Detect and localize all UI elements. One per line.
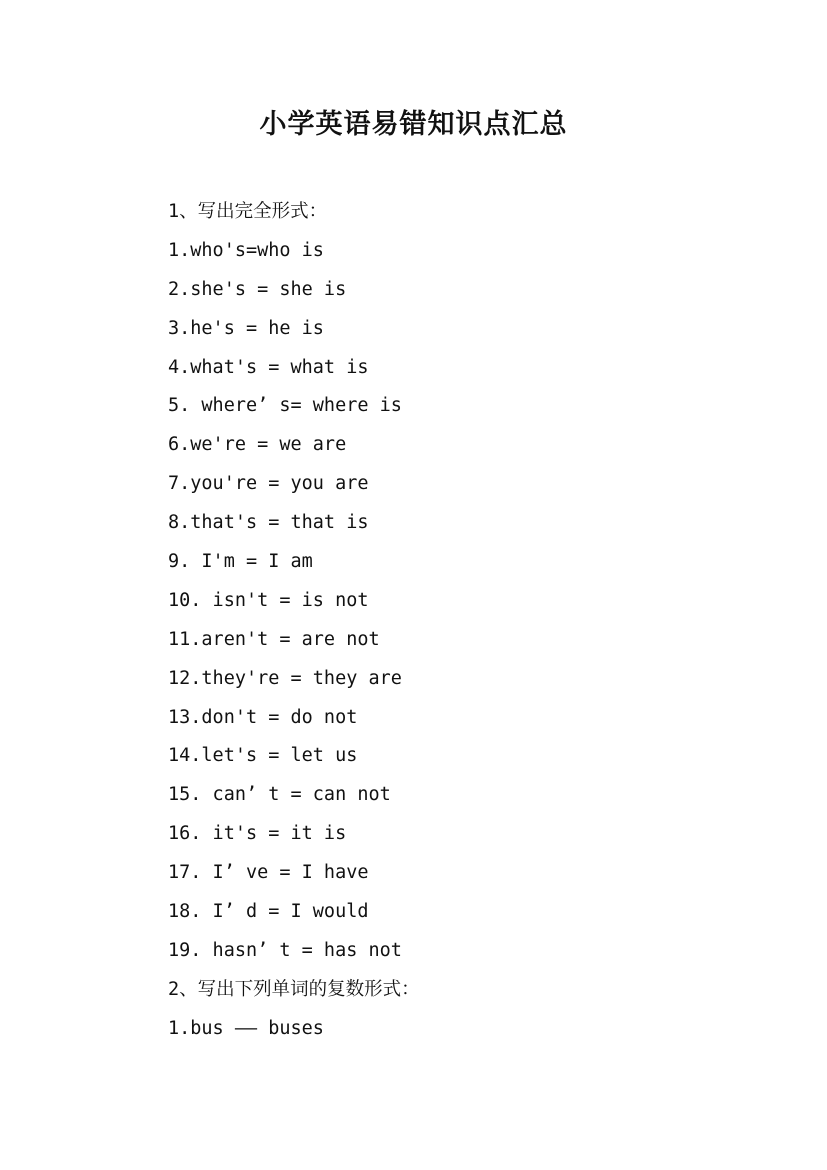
document-body [168, 197, 768, 1053]
list-item: 19. hasn’ t = has not [168, 939, 402, 961]
list-item: 17. I’ ve = I have [168, 862, 369, 884]
list-item: 4.what's = what is [168, 356, 369, 378]
list-item: 3.he's = he is [168, 317, 324, 339]
list-item: 14.let's = let us [168, 745, 358, 767]
list-item: 6.we're = we are [168, 434, 347, 456]
list-item: 8.that's = that is [168, 512, 369, 534]
section-heading-contractions: 1、写出完全形式： [168, 201, 328, 222]
list-item: 1.bus —— buses [168, 1017, 324, 1039]
list-item: 2.she's = she is [168, 278, 347, 300]
list-item: 9. I'm = I am [168, 551, 313, 573]
list-item: 10. isn't = is not [168, 589, 369, 611]
list-item: 7.you're = you are [168, 473, 369, 495]
list-item: 13.don't = do not [168, 706, 358, 728]
list-item: 15. can’ t = can not [168, 784, 391, 806]
document-title: 小学英语易错知识点汇总 [259, 109, 568, 140]
list-item: 5. where’ s= where is [168, 395, 402, 417]
list-item: 12.they're = they are [168, 667, 402, 689]
list-item: 16. it's = it is [168, 823, 347, 845]
list-item: 1.who's=who is [168, 239, 324, 261]
list-item: 11.aren't = are not [168, 628, 380, 650]
list-item: 18. I’ d = I would [168, 901, 369, 923]
section-heading-plurals: 2、写出下列单词的复数形式： [168, 978, 420, 1000]
